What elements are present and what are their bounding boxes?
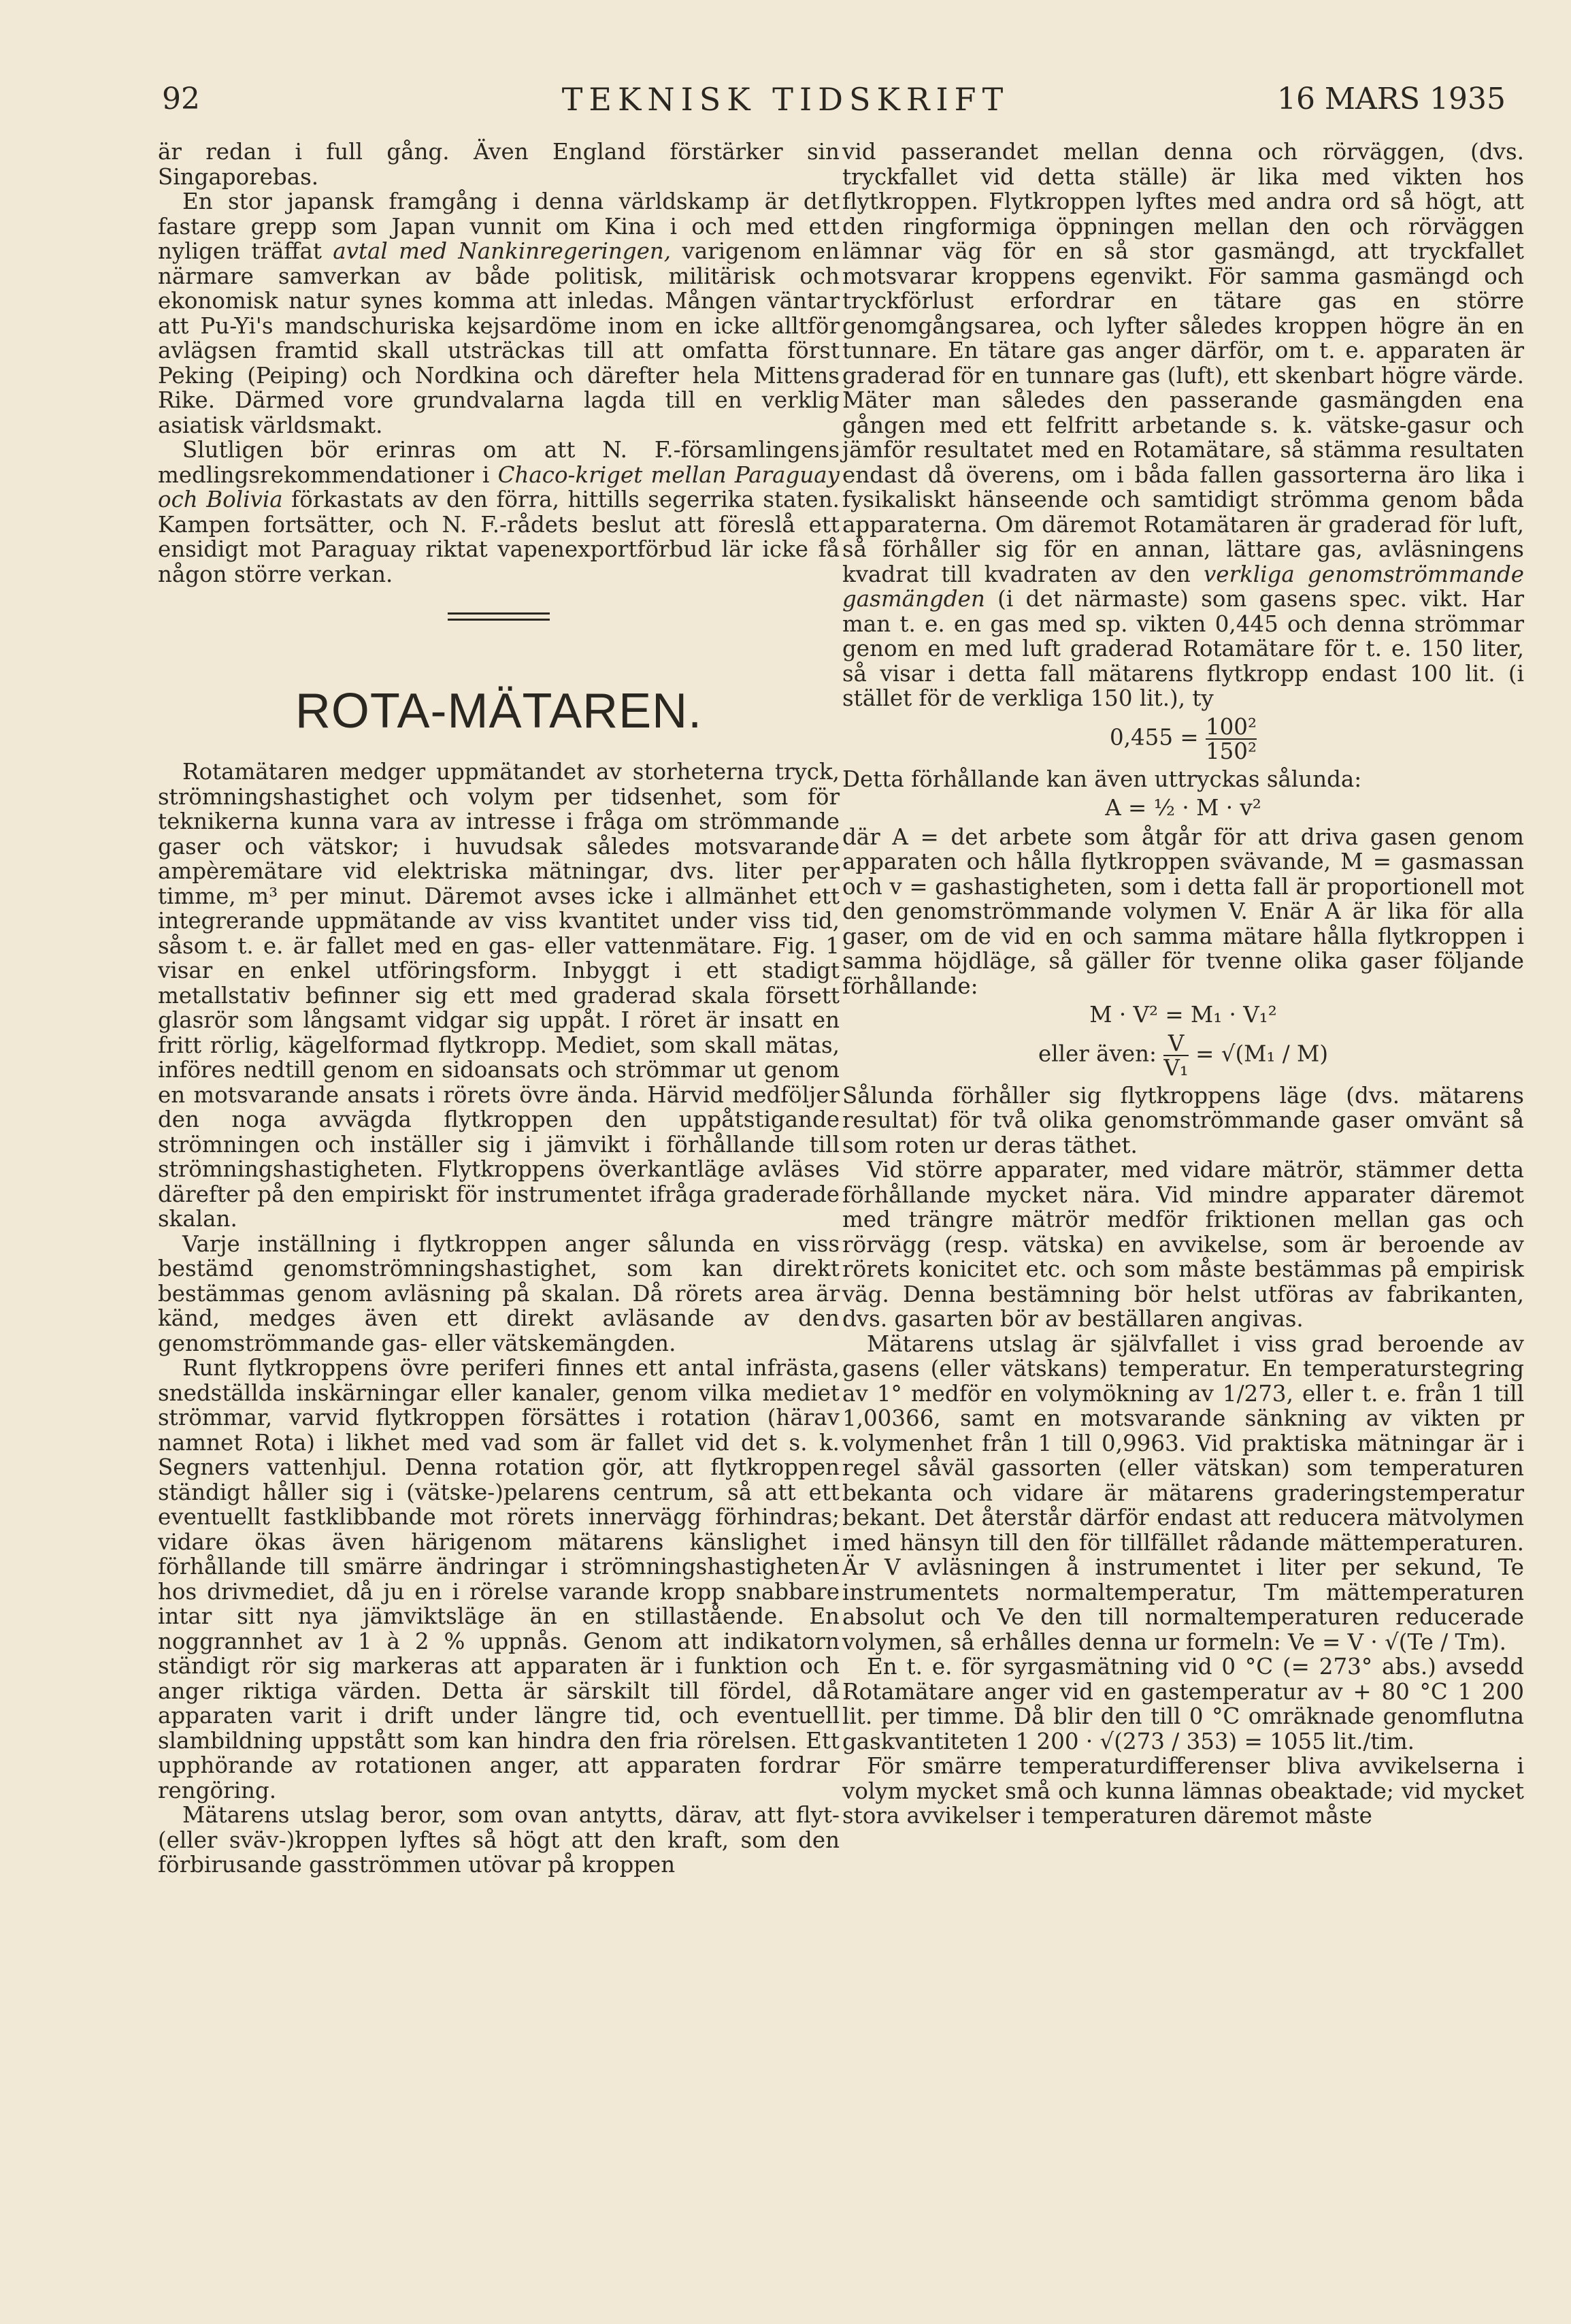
numerator: V	[1163, 1032, 1189, 1056]
paragraph: där A = det arbete som åtgår för att driva gasen genom apparaten och hålla flytkroppen svävande, M = gasmassan och v = gashastigheten, som i detta fall är proportionell mot den genomströmmande volymen V. Enär A är lika för alla gaser, om de vid en och samma mätare hålla flytkroppen i samma höjdläge, så gäller för tvenne olika gaser följande förhållande:	[842, 823, 1524, 999]
paragraph	[158, 438, 840, 587]
paragraph: Rotamätaren medger uppmätandet av storheterna tryck, strömningshastighet och volym per tidsenhet, som för teknikerna kunna vara av intresse i fråga om strömmande gaser och vätskor; i huvudsak således motsvarande ampèremätare vid elektriska mätningar, dvs. liter per timme, m³ per minut. Däremot avses icke i allmänhet ett integrerande uppmätande av viss kvantitet under viss tid, såsom t. e. är fallet med en gas- eller vattenmätare. Fig. 1 visar en enkel utföringsform. Inbyggt i ett stadigt metallstativ befinner sig ett med graderad skala försett glasrör som långsamt vidgar sig uppåt. I röret är insatt en fritt rörlig, kägelformad flytkropp. Mediet, som skall mätas, införes nedtill genom en sidoansats och strömmar ut genom en motsvarande ansats i rörets övre ända. Härvid medföljer den noga avvägda flytkroppen den uppåtstigande strömningen och inställer sig i jämvikt i förhållande till strömningshastigheten. Flytkroppens överkantläge avläses därefter på den empiriskt för instrumentet ifråga graderade skalan.	[158, 759, 840, 1232]
italic-text: verkliga genomströmmande gasmängden	[842, 561, 1524, 612]
formula-text: eller även:	[1038, 1041, 1157, 1066]
formula-mass-volume: M · V² = M₁ · V₁²	[1089, 1002, 1277, 1028]
section-divider	[448, 612, 550, 615]
issue-date: 16 MARS 1935	[1276, 82, 1506, 116]
paragraph: En t. e. för syrgasmätning vid 0 °C (= 273° abs.) avsedd Rotamätare anger vid en gastemperatur av + 80 °C 1 200 lit. per timme. Då blir den till 0 °C omräknade genomflutna gaskvantiteten 1 200 · √(273 / 353) = 1055 lit./tim.	[842, 1654, 1524, 1754]
paragraph: Sålunda förhåller sig flytkroppens läge (dvs. mätarens resultat) för två olika genomströmmande gaser omvänt så som roten ur deras täthet.	[842, 1082, 1524, 1158]
text-run: vid passerandet mellan denna och rörväggen, (dvs. tryckfallet vid detta ställe) är lika med vikten hos flytkroppen. Flytkroppen lyftes med andra ord så högt, att den ringformiga öppningen mellan den och rörväggen lämnar väg för en så stor gasmängd, att tryckfallet motsvarar kroppens egenvikt. För samma gasmängd och tryckförlust erfordrar en tätare gas en större genomgångsarea, och lyfter således kroppen högre än en tunnare. En tätare gas anger därför, om t. e. apparaten är graderad för en tunnare gas (luft), ett skenbart högre värde. Mäter man således den passerande gasmängden ena gången med ett felfritt arbetande s. k. vätske-gasur och jämför resultatet med en Rotamätare, så stämma resultaten endast då överens, om i båda fallen gassorterna äro lika i fysikaliskt hänseende och samtidigt strömma genom båda apparaterna. Om däremot Rotamätaren är graderad för luft, så förhåller sig för en annan, lättare gas, avläsningens kvadrat till kvadraten av den	[842, 139, 1524, 587]
paragraph	[158, 189, 840, 438]
paragraph: Vid större apparater, med vidare mätrör, stämmer detta förhållande mycket nära. Vid mindre apparater däremot med trängre mätrör medför friktionen mellan gas och rörvägg (resp. vätska) en avvikelse, som är beroende av rörets konicitet etc. och som måste bestämmas på empirisk väg. Denna bestämning bör helst utföras av fabrikanten, dvs. gasarten bör av beställaren angivas.	[842, 1157, 1524, 1332]
paragraph: För smärre temperaturdifferenser bliva avvikelserna i volym mycket små och kunna lämnas obeaktade; vid mycket stora avvikelser i temperaturen däremot måste	[842, 1753, 1524, 1829]
italic-text: Chaco-kriget mellan Paraguay och Bolivia	[158, 461, 840, 512]
paragraph: Mätarens utslag är självfallet i viss grad beroende av gasens (eller vätskans) temperatur. En temperaturstegring av 1° medför en volymökning av 1/273, eller t. e. från 1 till 1,00366, samt en motsvarande sänkning av vikten pr volymenhet från 1 till 0,9963. Vid praktiska mätningar är i regel såväl gassorten (eller vätskan) som temperaturen bekanta och vidare är mätarens graderingstemperatur bekant. Det återstår därför endast att reducera mätvolymen med hänsyn till den för tillfället rådande mättemperaturen. Är V avläsningen å instrumentet i liter per sekund, Te instrumentets normaltemperatur, Tm mättemperaturen absolut och Ve den till normaltemperaturen reducerade volymen, så erhålles denna ur formeln: Ve = V · √(Te / Tm).	[842, 1330, 1524, 1655]
paragraph: Mätarens utslag beror, som ovan antytts, därav, att flyt- (eller sväv-)kroppen lyftes så högt att den kraft, som den förbirusande gasströmmen utövar på kroppen	[158, 1802, 840, 1878]
journal-title: TEKNISK TIDSKRIFT	[561, 81, 1010, 118]
text-run: Slutligen bör erinras om att N. F.-församlingens medlingsrekommendationer i	[158, 437, 840, 488]
formula-volume-ratio	[842, 1032, 1524, 1079]
section-divider	[448, 619, 550, 621]
paragraph	[842, 140, 1524, 711]
text-run: En stor japansk framgång i denna världskamp är det fastare grepp som Japan vunnit om Kina i och med ett nyligen träffat	[158, 189, 840, 264]
formula-text: = √(M₁ / M)	[1195, 1041, 1328, 1066]
text-run: förkastats av den förra, hittills segerrika staten. Kampen fortsätter, och N. F.-rådets beslut att föreslå ett ensidigt mot Paraguay riktat vapenexportförbud lär icke få någon större verkan.	[158, 487, 840, 587]
left-column	[158, 140, 840, 1878]
text-run: varigenom en närmare samverkan av både politisk, militärisk och ekonomisk natur synes komma att inledas. Mången väntar att Pu-Yi's mandschuriska kejsardöme inom en icke alltför avlägsen framtid skall utsträckas till att omfatta först Peking (Peiping) och Nordkina och därefter hela Mittens Rike. Därmed vore grundvalarna lagda till en verklig asiatisk världsmakt.	[158, 238, 840, 438]
paragraph: Detta förhållande kan även uttryckas sålunda:	[842, 766, 1362, 792]
page-number: 92	[162, 82, 200, 116]
denominator: 150²	[1205, 738, 1257, 764]
text-run: (i det närmaste) som gasens spec. vikt. Har man t. e. en gas med sp. vikten 0,445 och denna strömmar genom en med luft graderad Rotamätare för t. e. 150 liter, så visar i detta fall mätarens flytkropp endast 100 lit. (i stället för de verkliga 150 lit.), ty	[842, 586, 1524, 711]
paragraph: Varje inställning i flytkroppen anger sålunda en viss bestämd genomströmningshastighet, som kan direkt bestämmas genom avläsning på skalan. Då rörets area är känd, medges även ett direkt avläsande av den genomströmmande gas- eller vätskemängden.	[158, 1230, 840, 1356]
fraction	[1206, 715, 1257, 763]
fraction	[1163, 1032, 1189, 1079]
denominator: V₁	[1163, 1054, 1189, 1081]
formula-work: A = ½ · M · v²	[1105, 795, 1261, 821]
formula-text: 0,455 =	[1109, 724, 1199, 750]
formula-density-ratio	[842, 715, 1524, 763]
italic-text: avtal med Nankinregeringen,	[333, 238, 672, 264]
paragraph: Runt flytkroppens övre periferi finnes ett antal infrästa, snedställda inskärningar eller kanaler, genom vilka mediet strömmar, varvid flytkroppen försättes i rotation (härav namnet Rota) i likhet med vad som är fallet vid det s. k. Segners vattenhjul. Denna rotation gör, att flytkroppen ständigt håller sig i (vätske-)pelarens centrum, så att ett eventuellt fastklibbande mot rörets innervägg förhindras; vidare ökas även härigenom mätarens känslighet i förhållande till smärre ändringar i strömningshastigheten hos drivmediet, då ju en i rörelse varande kropp snabbare intar sitt nya jämviktsläge än en stillastående. En noggrannhet av 1 à 2 % uppnås. Genom att indikatorn ständigt rör sig markeras att apparaten är i funktion och anger riktiga värden. Detta är särskilt till fördel, då apparaten varit i drift under längre tid, och eventuell slambildning uppstått som kan hindra den fria rörelsen. Ett upphörande av rotationen anger, att apparaten fordrar rengöring.	[158, 1355, 840, 1803]
numerator: 100²	[1205, 713, 1257, 740]
article-title: ROTA-MÄTAREN.	[295, 684, 703, 738]
right-column	[842, 140, 1524, 1829]
paragraph: är redan i full gång. Även England förstärker sin Singaporebas.	[158, 139, 840, 190]
